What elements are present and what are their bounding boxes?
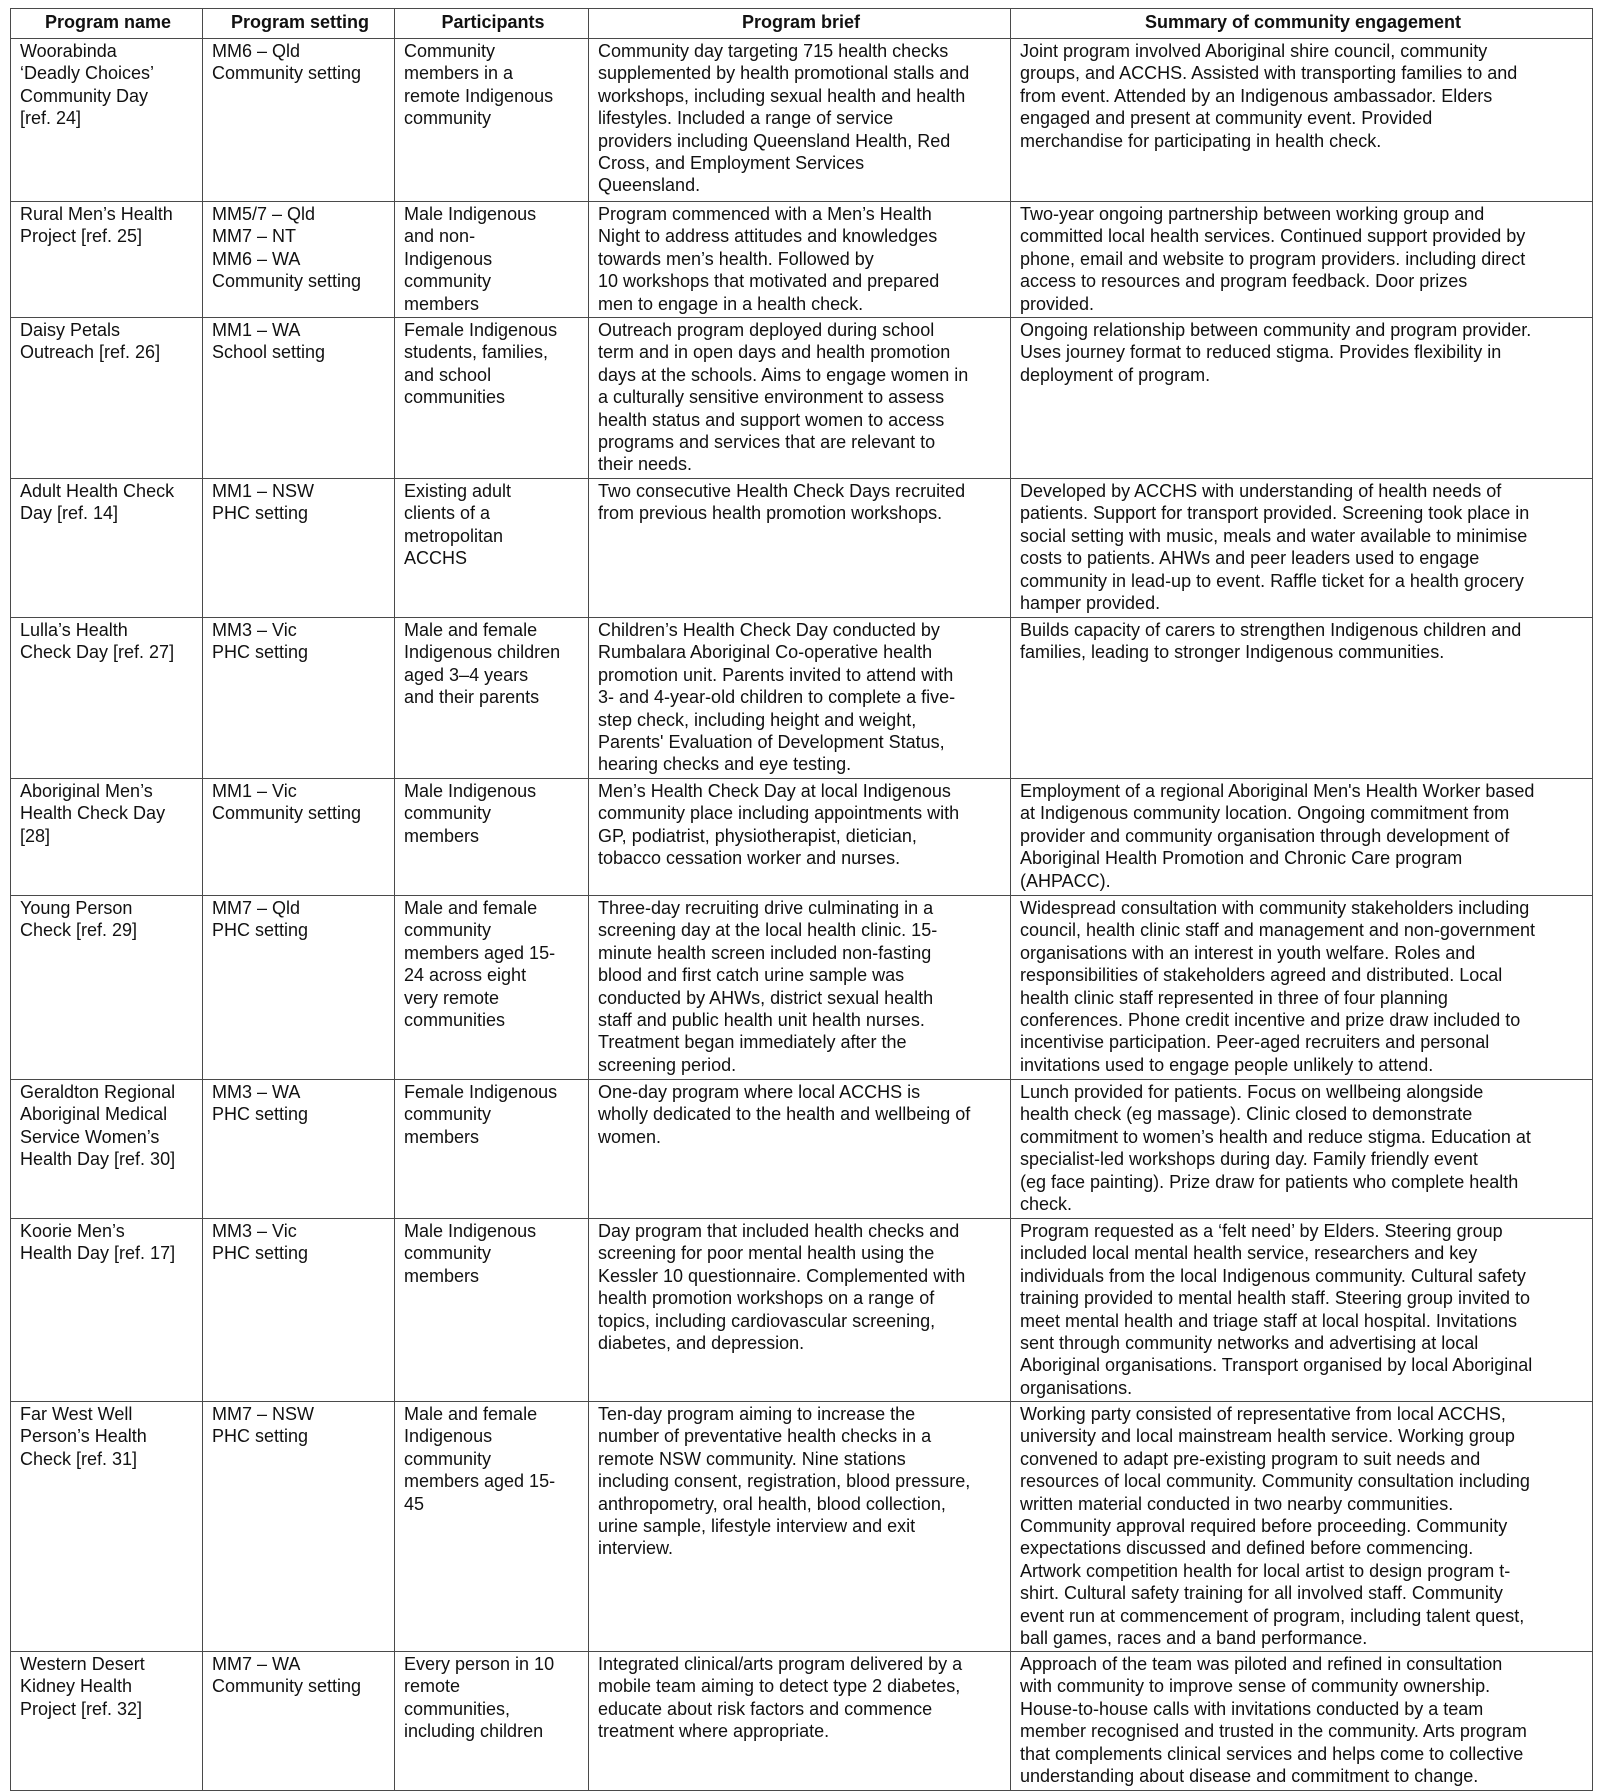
cell-participants: Male and female Indigenous children aged 3–4 years and their parents	[395, 618, 589, 779]
cell-program-setting: MM3 – WA PHC setting	[203, 1080, 395, 1219]
cell-community-engagement: Approach of the team was piloted and refined in consultation with community to improve sense of community ownership. House-to-house calls with invitations conducted by a team member recognised and trusted in the community. Arts program that complements clinical services and helps come to collective understanding about disease and commitment to change.	[1011, 1652, 1593, 1791]
cell-program-setting: MM7 – Qld PHC setting	[203, 896, 395, 1080]
cell-participants: Female Indigenous students, families, and school communities	[395, 318, 589, 479]
table-row	[11, 618, 1593, 779]
cell-program-setting: MM1 – Vic Community setting	[203, 779, 395, 896]
cell-program-brief: Three-day recruiting drive culminating in a screening day at the local health clinic. 15- minute health screen included non-fasting blood and first catch urine sample was conducted by AHWs, district sexual health staff and public health unit health nurses. Treatment began immediately after the screening period.	[589, 896, 1011, 1080]
cell-participants: Community members in a remote Indigenous community	[395, 39, 589, 202]
cell-program-brief: Program commenced with a Men’s Health Night to address attitudes and knowledges towards men’s health. Followed by 10 workshops that motivated and prepared men to engage in a health check.	[589, 202, 1011, 318]
cell-program-name: Rural Men’s Health Project [ref. 25]	[11, 202, 203, 318]
cell-program-setting: MM3 – Vic PHC setting	[203, 1219, 395, 1402]
table-row	[11, 1652, 1593, 1791]
cell-program-setting: MM5/7 – Qld MM7 – NT MM6 – WA Community setting	[203, 202, 395, 318]
cell-program-name: Aboriginal Men’s Health Check Day [28]	[11, 779, 203, 896]
cell-program-brief: Integrated clinical/arts program delivered by a mobile team aiming to detect type 2 diabetes, educate about risk factors and commence treatment where appropriate.	[589, 1652, 1011, 1791]
header-program-setting: Program setting	[203, 9, 395, 39]
cell-community-engagement: Working party consisted of representative from local ACCHS, university and local mainstream health service. Working group convened to adapt pre-existing program to suit needs and resources of local community. Community consultation including written material conducted in two nearby communities. Community approval required before proceeding. Community expectations discussed and defined before commencing. Artwork competition health for local artist to design program t- shirt. Cultural safety training for all involved staff. Community event run at commencement of program, including talent quest, ball games, races and a band performance.	[1011, 1402, 1593, 1652]
cell-program-brief: Two consecutive Health Check Days recruited from previous health promotion workshops.	[589, 479, 1011, 618]
cell-participants: Male and female community members aged 15- 24 across eight very remote communities	[395, 896, 589, 1080]
table-header	[11, 9, 1593, 39]
cell-community-engagement: Ongoing relationship between community and program provider. Uses journey format to reduced stigma. Provides flexibility in deployment of program.	[1011, 318, 1593, 479]
cell-participants: Existing adult clients of a metropolitan ACCHS	[395, 479, 589, 618]
table-row	[11, 479, 1593, 618]
header-row	[11, 9, 1593, 39]
cell-program-setting: MM7 – WA Community setting	[203, 1652, 395, 1791]
cell-program-brief: Community day targeting 715 health checks supplemented by health promotional stalls and workshops, including sexual health and health lifestyles. Included a range of service providers including Queensland Health, Red Cross, and Employment Services Queensland.	[589, 39, 1011, 202]
cell-program-name: Western Desert Kidney Health Project [ref. 32]	[11, 1652, 203, 1791]
cell-program-brief: Men’s Health Check Day at local Indigenous community place including appointments with GP, podiatrist, physiotherapist, dietician, tobacco cessation worker and nurses.	[589, 779, 1011, 896]
cell-program-brief: Day program that included health checks and screening for poor mental health using the Kessler 10 questionnaire. Complemented with health promotion workshops on a range of topics, including cardiovascular screening, diabetes, and depression.	[589, 1219, 1011, 1402]
table-row	[11, 318, 1593, 479]
cell-program-name: Adult Health Check Day [ref. 14]	[11, 479, 203, 618]
program-table	[10, 8, 1593, 1791]
cell-community-engagement: Widespread consultation with community stakeholders including council, health clinic staff and management and non-government organisations with an interest in youth welfare. Roles and responsibilities of stakeholders agreed and distributed. Local health clinic staff represented in three of four planning conferences. Phone credit incentive and prize draw included to incentivise participation. Peer-aged recruiters and personal invitations used to engage people unlikely to attend.	[1011, 896, 1593, 1080]
cell-participants: Male Indigenous community members	[395, 1219, 589, 1402]
cell-program-name: Young Person Check [ref. 29]	[11, 896, 203, 1080]
header-program-name: Program name	[11, 9, 203, 39]
cell-program-name: Woorabinda ‘Deadly Choices’ Community Day [ref. 24]	[11, 39, 203, 202]
cell-community-engagement: Employment of a regional Aboriginal Men's Health Worker based at Indigenous community location. Ongoing commitment from provider and community organisation through development of Aboriginal Health Promotion and Chronic Care program (AHPACC).	[1011, 779, 1593, 896]
cell-program-setting: MM1 – NSW PHC setting	[203, 479, 395, 618]
cell-community-engagement: Builds capacity of carers to strengthen Indigenous children and families, leading to stronger Indigenous communities.	[1011, 618, 1593, 779]
table-body	[11, 39, 1593, 1791]
cell-program-setting: MM3 – Vic PHC setting	[203, 618, 395, 779]
cell-community-engagement: Program requested as a ‘felt need’ by Elders. Steering group included local mental health service, researchers and key individuals from the local Indigenous community. Cultural safety training provided to mental health staff. Steering group invited to meet mental health and triage staff at local hospital. Invitations sent through community networks and advertising at local Aboriginal organisations. Transport organised by local Aboriginal organisations.	[1011, 1219, 1593, 1402]
cell-participants: Male and female Indigenous community members aged 15- 45	[395, 1402, 589, 1652]
cell-program-name: Lulla’s Health Check Day [ref. 27]	[11, 618, 203, 779]
table-row	[11, 1080, 1593, 1219]
cell-participants: Every person in 10 remote communities, including children	[395, 1652, 589, 1791]
table-row	[11, 1219, 1593, 1402]
table-row	[11, 202, 1593, 318]
header-program-brief: Program brief	[589, 9, 1011, 39]
cell-participants: Female Indigenous community members	[395, 1080, 589, 1219]
cell-program-name: Koorie Men’s Health Day [ref. 17]	[11, 1219, 203, 1402]
cell-program-brief: Ten-day program aiming to increase the number of preventative health checks in a remote NSW community. Nine stations including consent, registration, blood pressure, anthropometry, oral health, blood collection, urine sample, lifestyle interview and exit interview.	[589, 1402, 1011, 1652]
cell-program-setting: MM1 – WA School setting	[203, 318, 395, 479]
header-community-engagement: Summary of community engagement	[1011, 9, 1593, 39]
program-table-container	[10, 8, 1592, 1791]
cell-community-engagement: Lunch provided for patients. Focus on wellbeing alongside health check (eg massage). Clinic closed to demonstrate commitment to women’s health and reduce stigma. Education at specialist-led workshops during day. Family friendly event (eg face painting). Prize draw for patients who complete health check.	[1011, 1080, 1593, 1219]
table-row	[11, 1402, 1593, 1652]
header-participants: Participants	[395, 9, 589, 39]
cell-program-name: Far West Well Person’s Health Check [ref. 31]	[11, 1402, 203, 1652]
table-row	[11, 896, 1593, 1080]
cell-program-setting: MM6 – Qld Community setting	[203, 39, 395, 202]
cell-community-engagement: Developed by ACCHS with understanding of health needs of patients. Support for transport provided. Screening took place in social setting with music, meals and water available to minimise costs to patients. AHWs and peer leaders used to engage community in lead-up to event. Raffle ticket for a health grocery hamper provided.	[1011, 479, 1593, 618]
cell-community-engagement: Two-year ongoing partnership between working group and committed local health services. Continued support provided by phone, email and website to program providers. including direct access to resources and program feedback. Door prizes provided.	[1011, 202, 1593, 318]
table-row	[11, 779, 1593, 896]
cell-program-name: Geraldton Regional Aboriginal Medical Service Women’s Health Day [ref. 30]	[11, 1080, 203, 1219]
cell-program-brief: Outreach program deployed during school term and in open days and health promotion days at the schools. Aims to engage women in a culturally sensitive environment to assess health status and support women to access programs and services that are relevant to their needs.	[589, 318, 1011, 479]
cell-program-brief: Children’s Health Check Day conducted by Rumbalara Aboriginal Co-operative health promotion unit. Parents invited to attend with 3- and 4-year-old children to complete a five- step check, including height and weight, Parents' Evaluation of Development Status, hearing checks and eye testing.	[589, 618, 1011, 779]
cell-program-brief: One-day program where local ACCHS is wholly dedicated to the health and wellbeing of women.	[589, 1080, 1011, 1219]
cell-participants: Male Indigenous community members	[395, 779, 589, 896]
cell-community-engagement: Joint program involved Aboriginal shire council, community groups, and ACCHS. Assisted with transporting families to and from event. Attended by an Indigenous ambassador. Elders engaged and present at community event. Provided merchandise for participating in health check.	[1011, 39, 1593, 202]
table-row	[11, 39, 1593, 202]
cell-program-setting: MM7 – NSW PHC setting	[203, 1402, 395, 1652]
cell-program-name: Daisy Petals Outreach [ref. 26]	[11, 318, 203, 479]
cell-participants: Male Indigenous and non- Indigenous community members	[395, 202, 589, 318]
